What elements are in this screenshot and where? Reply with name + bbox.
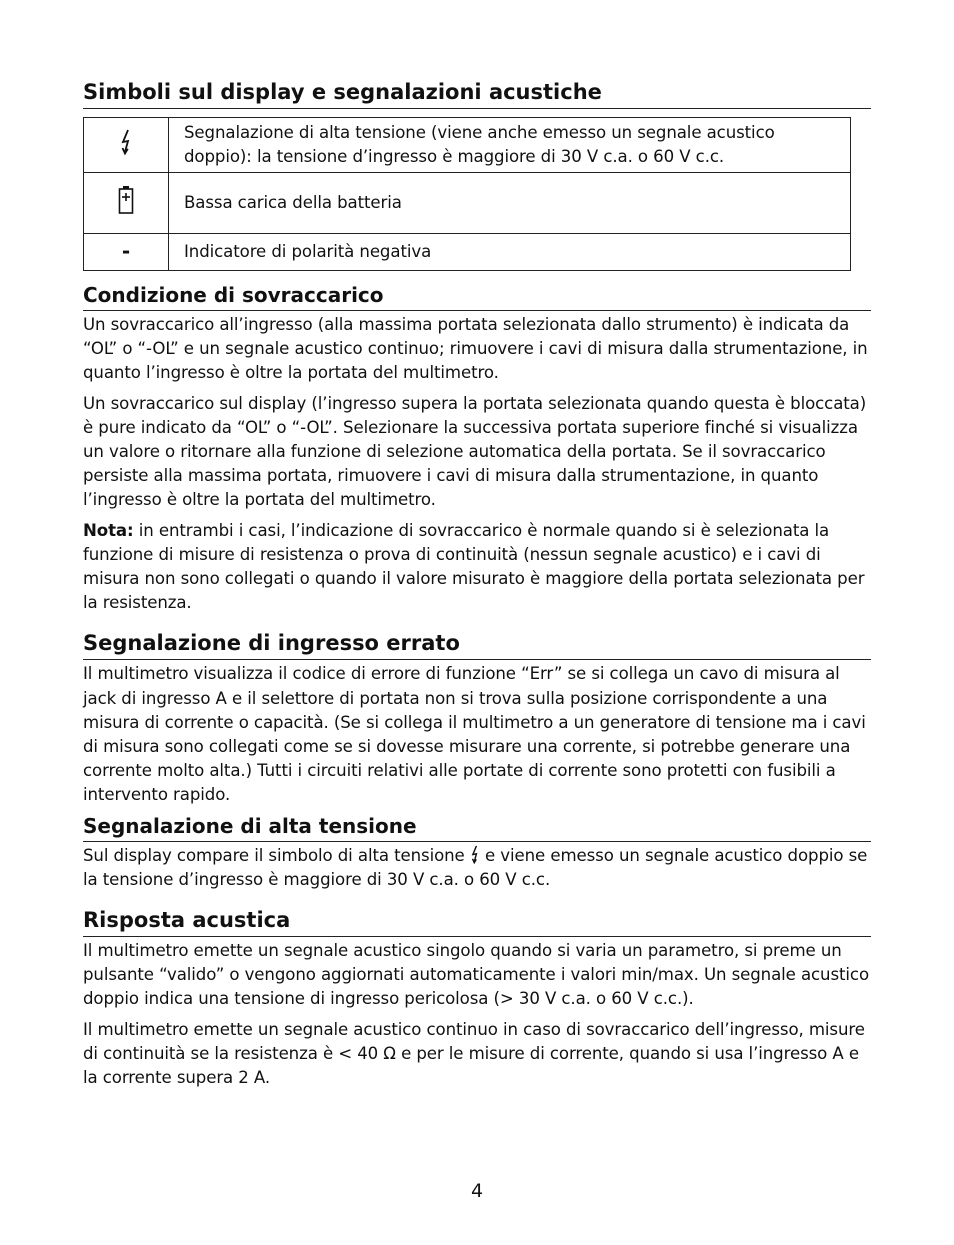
paragraph: Sul display compare il simbolo di alta tensione e viene emesso un segnale acustico doppio se la tensione d’ingresso è maggiore di 30 V c.a. o 60 V c.c. bbox=[83, 845, 868, 889]
page-number: 4 bbox=[470, 1180, 484, 1202]
negative-polarity-symbol: - bbox=[121, 239, 131, 263]
section-heading-symbols: Simboli sul display e segnalazioni acustiche bbox=[83, 78, 871, 109]
table-row bbox=[84, 173, 851, 234]
note-text: in entrambi i casi, l’indicazione di sovraccarico è normale quando si è selezionata la funzione di misure di resistenza o prova di continuità (nessun segnale acustico) e i cavi di misura non sono collegati o quando il valore misurato è maggiore della portata selezionata per la resistenza. bbox=[83, 520, 865, 613]
section-overload bbox=[83, 282, 871, 615]
section-heading-beeper: Risposta acustica bbox=[83, 906, 871, 937]
section-heading-input-error: Segnalazione di ingresso errato bbox=[83, 629, 871, 660]
paragraph: Un sovraccarico sul display (l’ingresso supera la portata selezionata quando questa è bloccata) è pure indicato da “OL” o “-OL”. Selezionare la successiva portata superiore finché si visualizza un valore o ritornare alla funzione di selezione automatica della portata. Se il sovraccarico persiste alla massima portata, rimuovere i cavi di misura dalla strumentazione, in quanto l’ingresso è oltre la portata del multimetro. bbox=[83, 393, 867, 510]
symbol-description: Indicatore di polarità negativa bbox=[169, 234, 851, 271]
symbol-description: Bassa carica della batteria bbox=[169, 173, 851, 234]
section-heading-high-voltage: Segnalazione di alta tensione bbox=[83, 813, 871, 842]
paragraph: Il multimetro visualizza il codice di errore di funzione “Err” se si collega un cavo di misura al jack di ingresso A e il selettore di portata non si trova sulla posizione corrispondente a una misura di corrente o capacità. (Se si collega il multimetro a un generatore di tensione ma i cavi di misura sono collegati come se si dovesse misurare una corrente, si potrebbe generare una corrente molto alta.) Tutti i circuiti relativi alle portate di corrente sono protetti con fusibili a intervento rapido. bbox=[83, 664, 866, 805]
high-voltage-icon bbox=[470, 845, 480, 864]
section-beeper bbox=[83, 906, 871, 1090]
table-row bbox=[84, 118, 851, 173]
battery-low-icon bbox=[118, 185, 134, 215]
note-label: Nota: bbox=[83, 520, 134, 540]
paragraph: Un sovraccarico all’ingresso (alla massima portata selezionata dallo strumento) è indicata da “OL” o “-OL” e un segnale acustico continuo; rimuovere i cavi di misura dalla strumentazione, in quanto l’ingresso è oltre la portata del multimetro. bbox=[83, 315, 868, 383]
symbols-table bbox=[83, 117, 851, 271]
table-row bbox=[84, 234, 851, 271]
note-paragraph bbox=[83, 519, 871, 616]
section-heading-overload: Condizione di sovraccarico bbox=[83, 282, 871, 311]
symbol-description: Segnalazione di alta tensione (viene anche emesso un segnale acustico doppio): la tensione d’ingresso è maggiore di 30 V c.a. o 60 V c.c. bbox=[169, 118, 851, 173]
section-input-error bbox=[83, 629, 871, 807]
paragraph: Il multimetro emette un segnale acustico singolo quando si varia un parametro, si preme un pulsante “valido” o vengono aggiornati automaticamente i valori min/max. Un segnale acustico doppio indica una tensione di ingresso pericolosa (> 30 V c.a. o 60 V c.c.). bbox=[83, 941, 870, 1009]
manual-page bbox=[83, 78, 871, 1090]
high-voltage-icon bbox=[119, 129, 133, 155]
paragraph: Il multimetro emette un segnale acustico continuo in caso di sovraccarico dell’ingresso, misure di continuità se la resistenza è < 40 Ω e per le misure di corrente, quando si usa l’ingresso A e la corrente supera 2 A. bbox=[83, 1019, 865, 1088]
section-high-voltage bbox=[83, 813, 871, 892]
